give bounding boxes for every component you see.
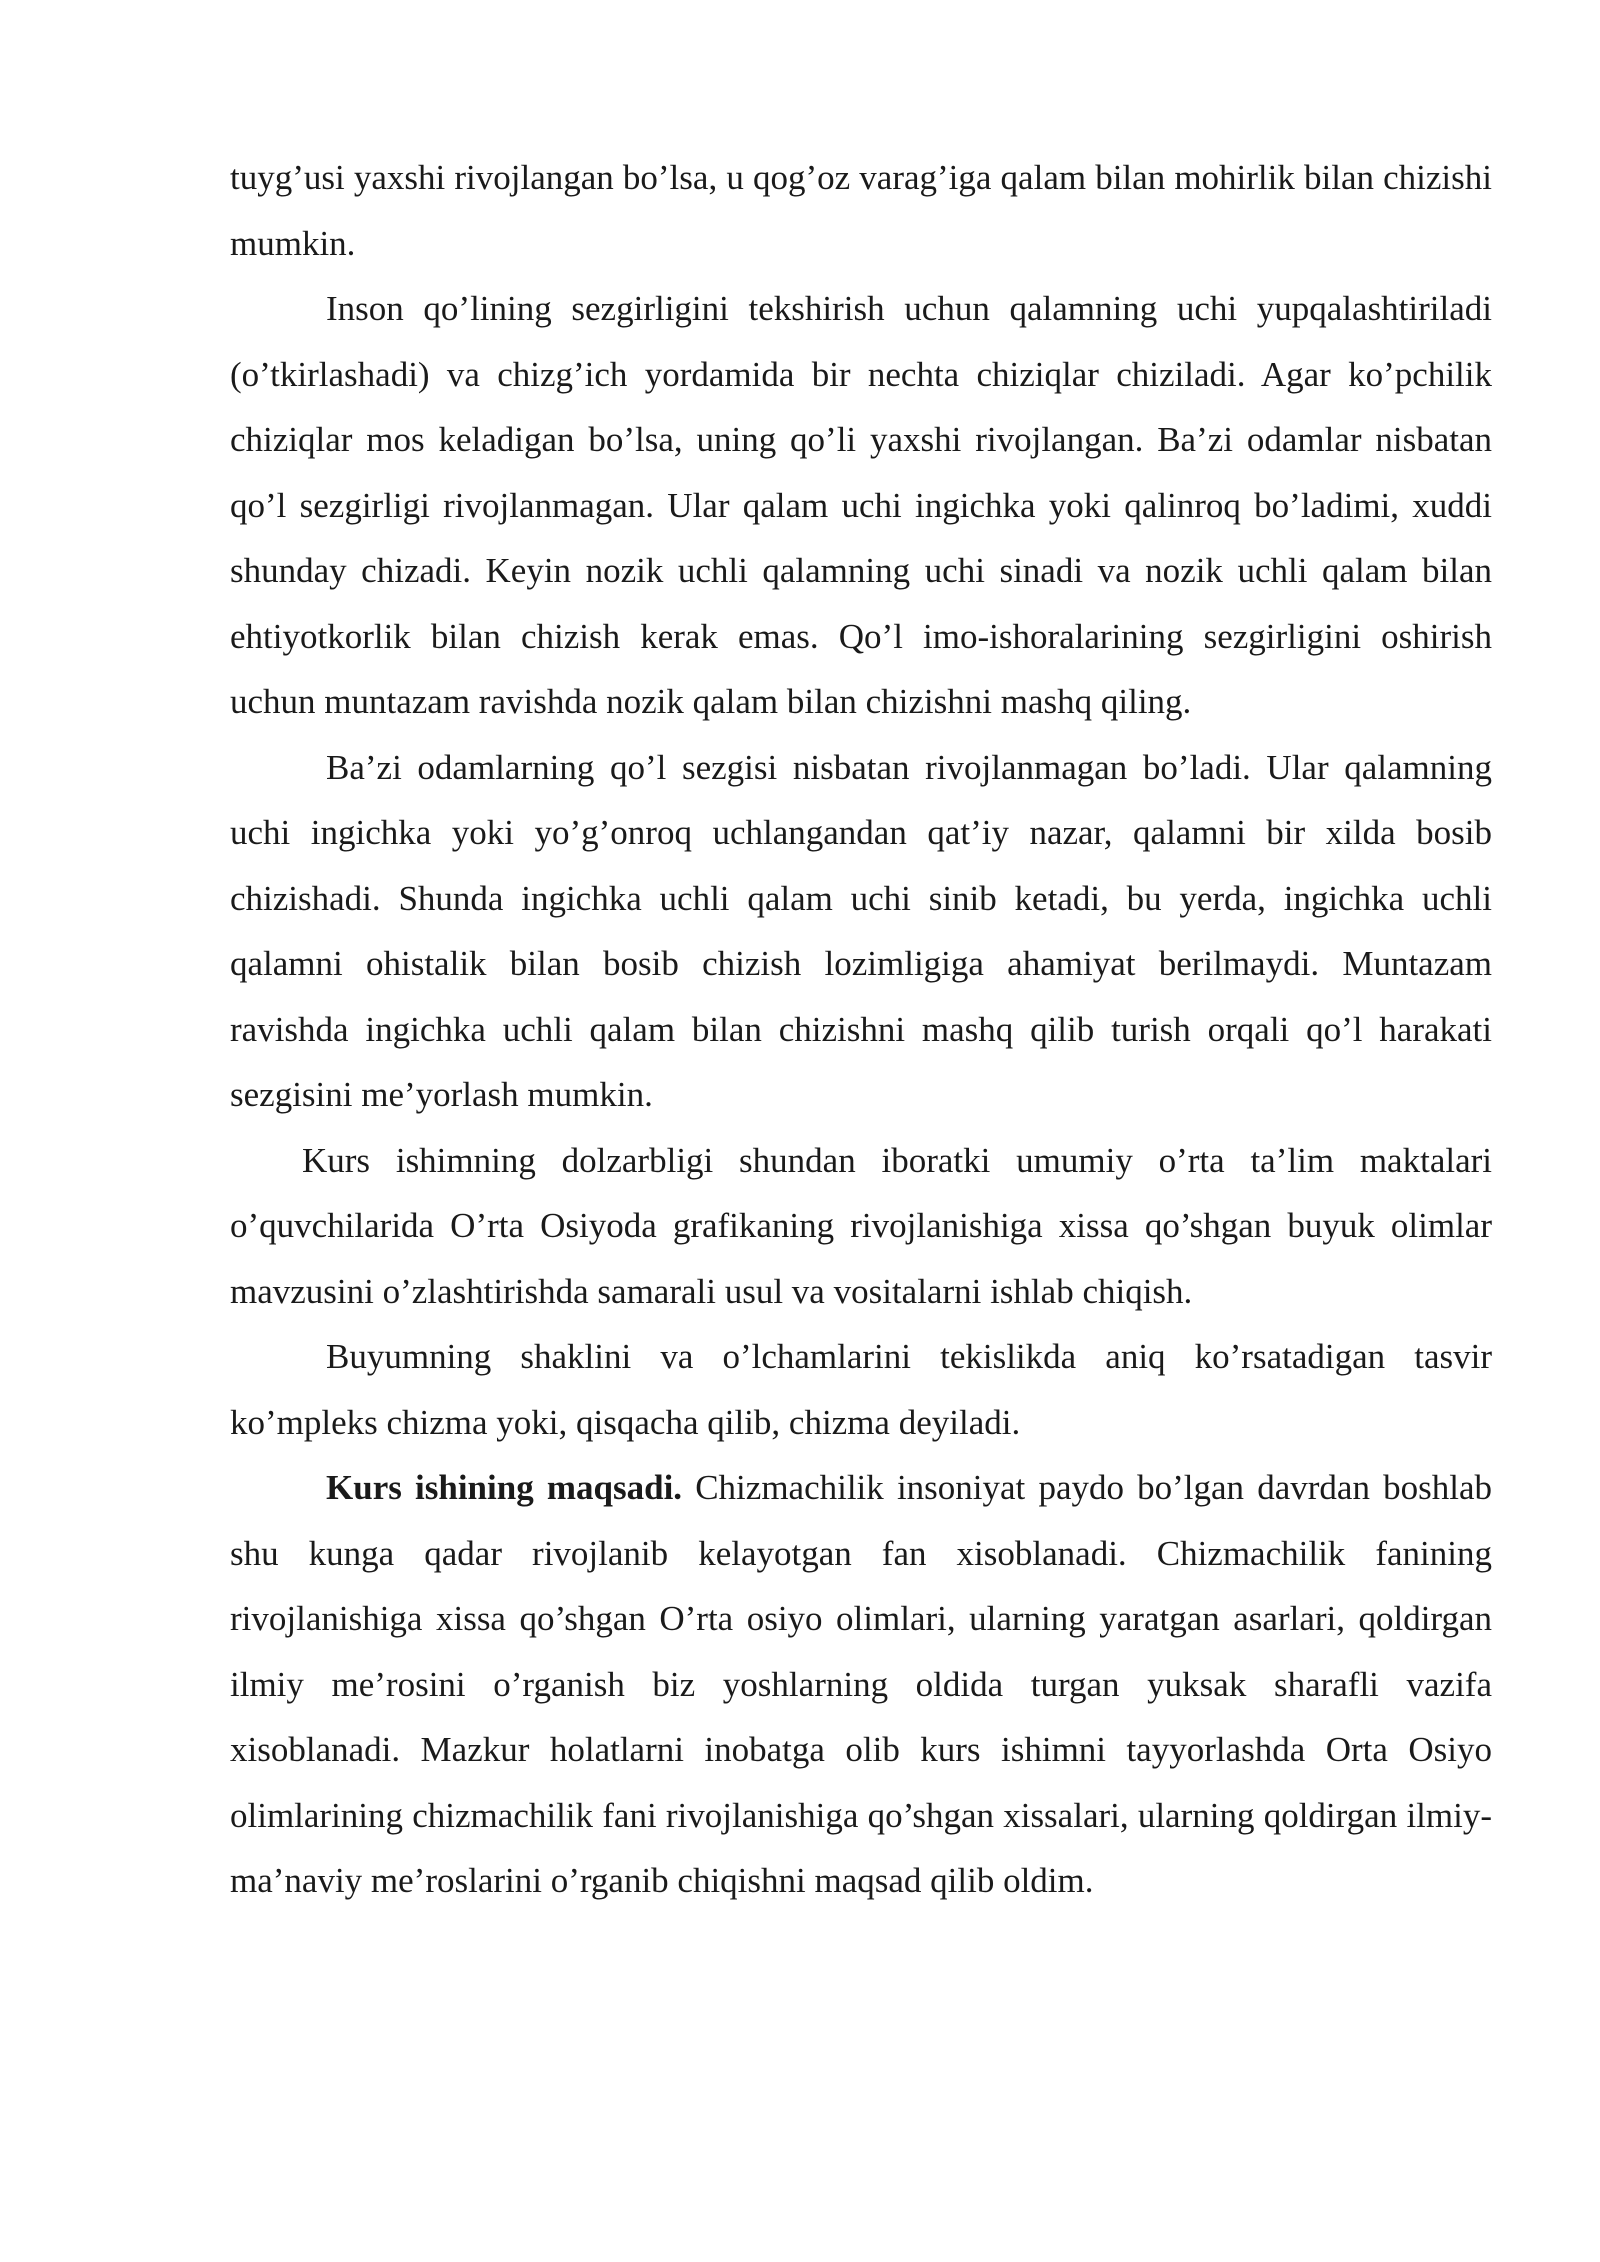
paragraph-drawing-definition: Buyumning shaklini va o’lchamlarini tekislikda aniq ko’rsatadigan tasvir ko’mpleks chizma yoki, qisqacha qilib, chizma deyiladi. [230, 1337, 1492, 1442]
course-goal-heading: Kurs ishining maqsadi. [326, 1468, 683, 1507]
paragraph-continuation: tuyg’usi yaxshi rivojlangan bo’lsa, u qog’oz varag’iga qalam bilan mohirlik bilan chizishi mumkin. [230, 158, 1492, 263]
document-page [230, 145, 1492, 1914]
paragraph-relevance: Kurs ishimning dolzarbligi shundan iboratki umumiy o’rta ta’lim maktalari o’quvchilarida O’rta Osiyoda grafikaning rivojlanishiga xissa qo’shgan buyuk olimlar mavzusini o’zlashtirishda samarali usul va vositalarni ishlab chiqish. [230, 1140, 1492, 1311]
paragraph-course-goal [230, 1455, 1492, 1914]
paragraph-hand-sensitivity-test: Inson qo’lining sezgirligini tekshirish uchun qalamning uchi yupqalashtiriladi (o’tkirlashadi) va chizg’ich yordamida bir nechta chiziqlar chiziladi. Agar ko’pchilik chiziqlar mos keladigan bo’lsa, uning qo’li yaxshi rivojlangan. Ba’zi odamlar nisbatan qo’l sezgirligi rivojlanmagan. Ular qalam uchi ingichka yoki qalinroq bo’ladimi, xuddi shunday chizadi. Keyin nozik uchli qalamning uchi sinadi va nozik uchli qalam bilan ehtiyotkorlik bilan chizish kerak emas. Qo’l imo-ishoralarining sezgirligini oshirish uchun muntazam ravishda nozik qalam bilan chizishni mashq qiling. [230, 289, 1492, 721]
course-goal-text: Chizmachilik insoniyat paydo bo’lgan davrdan boshlab shu kunga qadar rivojlanib kelayotgan fan xisoblanadi. Chizmachilik fanining rivojlanishiga xissa qo’shgan O’rta osiyo olimlari, ularning yaratgan asarlari, qoldirgan ilmiy me’rosini o’rganish biz yoshlarning oldida turgan yuksak sharafli vazifa xisoblanadi. Mazkur holatlarni inobatga olib kurs ishimni tayyorlashda Orta Osiyo olimlarining chizmachilik fani rivojlanishiga qo’shgan xissalari, ularning qoldirgan ilmiy-ma’naviy me’roslarini o’rganib chiqishni maqsad qilib oldim. [230, 1468, 1492, 1900]
paragraph-hand-sense: Ba’zi odamlarning qo’l sezgisi nisbatan rivojlanmagan bo’ladi. Ular qalamning uchi ingichka yoki yo’g’onroq uchlangandan qat’iy nazar, qalamni bir xilda bosib chizishadi. Shunda ingichka uchli qalam uchi sinib ketadi, bu yerda, ingichka uchli qalamni ohistalik bilan bosib chizish lozimligiga ahamiyat berilmaydi. Muntazam ravishda ingichka uchli qalam bilan chizishni mashq qilib turish orqali qo’l harakati sezgisini me’yorlash mumkin. [230, 747, 1492, 1114]
